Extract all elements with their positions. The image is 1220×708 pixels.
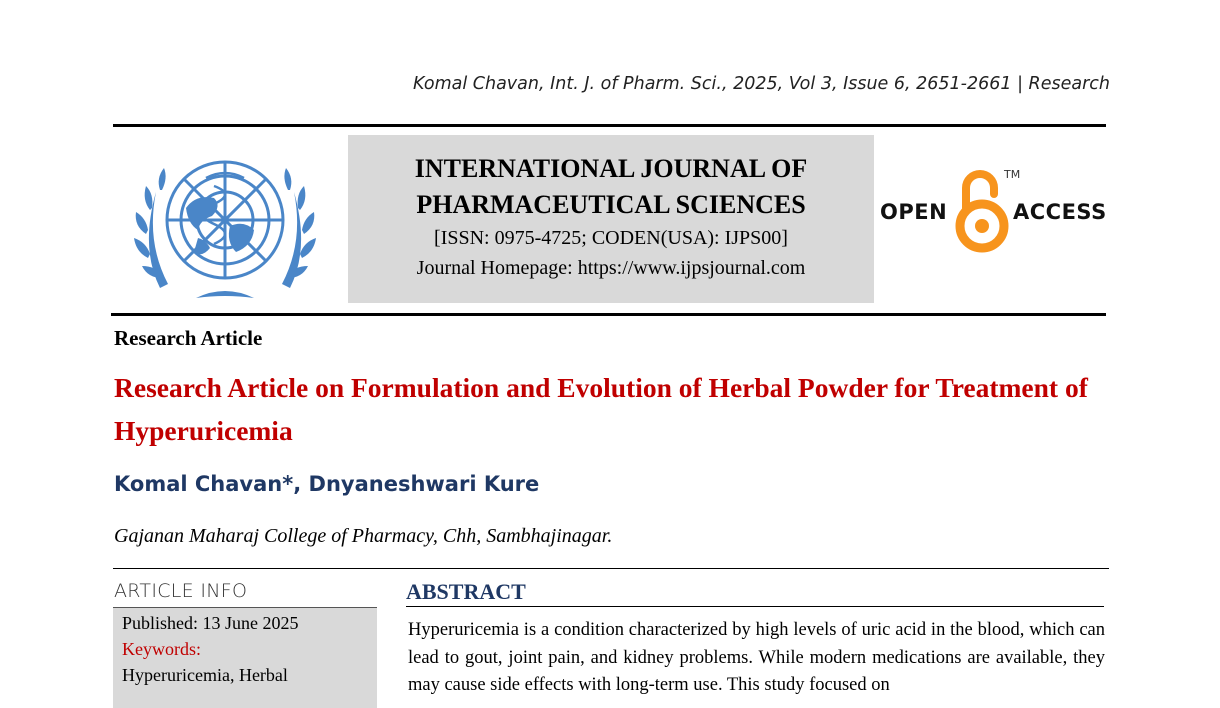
header-rule-top (113, 124, 1106, 127)
journal-issn: [ISSN: 0975-4725; CODEN(USA): IJPS00] (434, 227, 788, 249)
author-list: Komal Chavan*, Dnyaneshwari Kure (114, 472, 540, 496)
abstract-rule (406, 606, 1104, 607)
article-info-heading: ARTICLE INFO (114, 580, 248, 602)
running-header: Komal Chavan, Int. J. of Pharm. Sci., 2025, Vol 3, Issue 6, 2651-2661 | Research (413, 74, 1110, 94)
header-rule-bottom (111, 313, 1106, 316)
journal-homepage[interactable]: Journal Homepage: https://www.ijpsjournal.com (416, 257, 806, 279)
abstract-text: Hyperuricemia is a condition characterized by high levels of uric acid in the blood, which can lead to gout, joint pain, and kidney problems. While modern medications are available, they may cause side effects with long-term use. This study focused on (408, 620, 1105, 695)
journal-title-line1: INTERNATIONAL JOURNAL OF (414, 154, 808, 183)
author-affiliation: Gajanan Maharaj College of Pharmacy, Chh, Sambhajinagar. (114, 525, 613, 547)
article-title: Research Article on Formulation and Evolution of Herbal Powder for Treatment of Hyperuricemia (114, 372, 1088, 446)
abstract-heading: ABSTRACT (406, 579, 526, 604)
journal-emblem-logo (126, 138, 324, 306)
published-date: Published: 13 June 2025 (122, 613, 299, 633)
open-lock-icon (952, 164, 1012, 254)
open-access-logo (880, 164, 1108, 256)
journal-title-line2: PHARMACEUTICAL SCIENCES (416, 190, 806, 219)
trademark-mark: TM (1004, 168, 1021, 181)
open-access-open-text: OPEN (880, 200, 948, 224)
article-info-box (113, 607, 377, 708)
keywords-value: Hyperuricemia, Herbal (122, 665, 288, 685)
article-type: Research Article (114, 326, 263, 350)
open-access-access-text: ACCESS (1013, 200, 1107, 224)
keywords-label: Keywords: (122, 639, 201, 659)
section-divider (113, 568, 1109, 569)
journal-masthead (348, 135, 874, 303)
